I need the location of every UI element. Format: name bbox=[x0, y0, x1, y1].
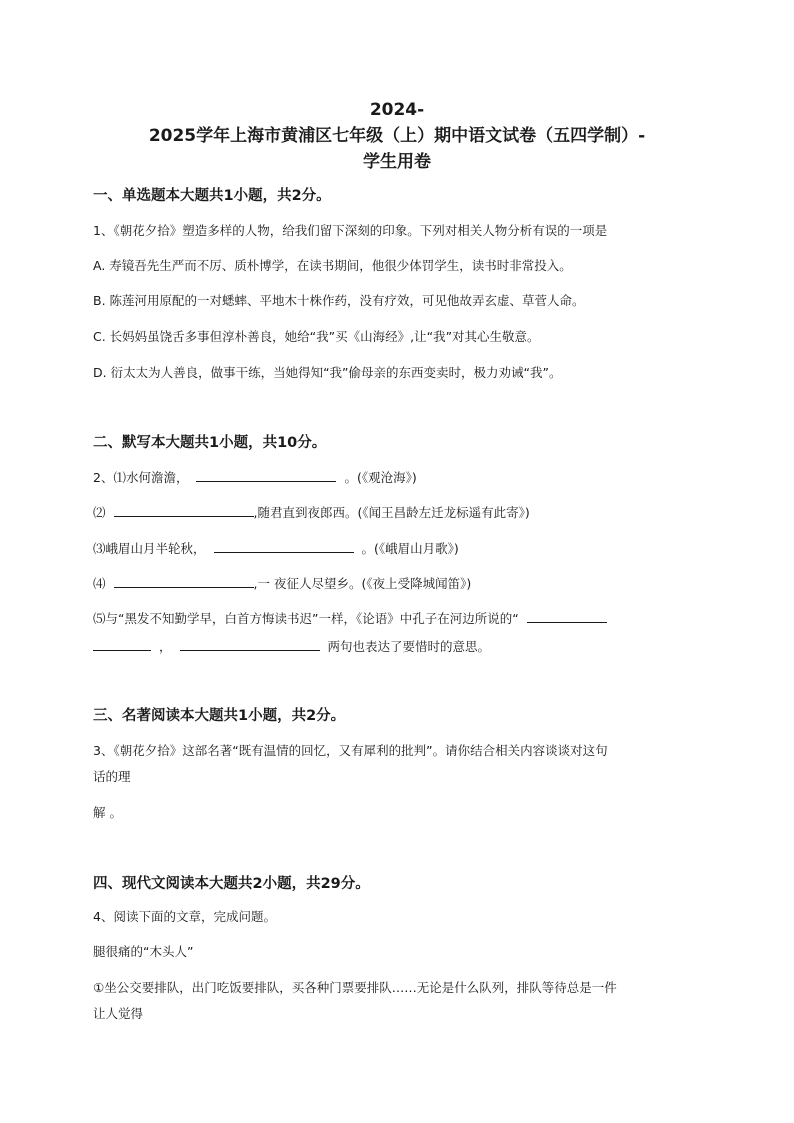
dictation-1-prefix: 2、⑴水何澹澹， bbox=[93, 470, 189, 485]
section-2-heading: 二、默写本大题共1小题，共10分。 bbox=[93, 435, 327, 451]
answer-blank[interactable] bbox=[196, 467, 336, 482]
dictation-6-comma: ， bbox=[159, 639, 172, 654]
answer-blank[interactable] bbox=[180, 636, 320, 651]
question-3-line-3: 解 。 bbox=[93, 805, 122, 820]
option-a: A. 寿镜吾先生严而不厉、质朴博学，在读书期间，他很少体罚学生，读书时非常投入。 bbox=[93, 258, 572, 273]
dictation-6-suffix: 两句也表达了要惜时的意思。 bbox=[327, 639, 491, 654]
question-3-line-2: 话的理 bbox=[93, 769, 131, 784]
question-3-line-1: 3、《朝花夕拾》这部名著“既有温情的回忆，又有犀利的批判”。请你结合相关内容谈谈对这句 bbox=[93, 743, 608, 758]
dictation-line-3 bbox=[93, 538, 459, 559]
dictation-5-text: ⑸与“黑发不知勤学早，白首方悔读书迟”一样，《论语》中孔子在河边所说的“ bbox=[93, 611, 519, 626]
title-line-1: 2024- bbox=[369, 100, 425, 120]
section-1-heading: 一、单选题本大题共1小题，共2分。 bbox=[93, 188, 331, 204]
dictation-line-4 bbox=[93, 573, 471, 594]
section-4-heading: 四、现代文阅读本大题共2小题，共29分。 bbox=[93, 876, 370, 892]
article-paragraph-1-line-1: ①坐公交要排队，出门吃饭要排队，买各种门票要排队……无论是什么队列，排队等待总是一件 bbox=[93, 980, 617, 995]
dictation-line-5 bbox=[93, 608, 607, 629]
answer-blank[interactable] bbox=[114, 573, 254, 588]
option-b: B. 陈莲河用原配的一对蟋蟀、平地木十株作药，没有疗效，可见他故弄玄虚、草菅人命。 bbox=[93, 293, 585, 308]
dictation-line-2 bbox=[93, 502, 530, 523]
answer-blank[interactable] bbox=[214, 538, 354, 553]
dictation-3-prefix: ⑶峨眉山月半轮秋， bbox=[93, 541, 206, 556]
dictation-2-prefix: ⑵ bbox=[93, 505, 106, 520]
dictation-4-prefix: ⑷ bbox=[93, 576, 106, 591]
dictation-1-suffix: 。(《观沧海》) bbox=[344, 470, 417, 485]
question-4-intro: 4、阅读下面的文章，完成问题。 bbox=[93, 909, 276, 924]
answer-blank[interactable] bbox=[527, 608, 607, 623]
article-title: 腿很痛的“木头人” bbox=[93, 944, 194, 959]
option-d: D. 衍太太为人善良，做事干练，当她得知“我”偷母亲的东西变卖时，极力劝诫“我”。 bbox=[93, 365, 562, 380]
article-paragraph-1-line-2: 让人觉得 bbox=[93, 1006, 144, 1021]
section-3-heading: 三、名著阅读本大题共1小题，共2分。 bbox=[93, 708, 346, 724]
title-line-3: 学生用卷 bbox=[363, 152, 431, 172]
option-c: C. 长妈妈虽饶舌多事但淳朴善良，她给“我”买《山海经》,让“我”对其心生敬意。 bbox=[93, 329, 540, 344]
dictation-2-suffix: ,随君直到夜郎西。(《闻王昌龄左迁龙标遥有此寄》) bbox=[253, 505, 530, 520]
answer-blank[interactable] bbox=[114, 502, 254, 517]
dictation-line-6 bbox=[93, 636, 490, 657]
question-1-stem: 1、《朝花夕拾》塑造多样的人物，给我们留下深刻的印象。下列对相关人物分析有误的一项是 bbox=[93, 223, 608, 238]
dictation-4-suffix: ,一 夜征人尽望乡。(《夜上受降城闻笛》) bbox=[253, 576, 472, 591]
answer-blank[interactable] bbox=[93, 636, 151, 651]
dictation-line-1 bbox=[93, 467, 417, 488]
title-line-2: 2025学年上海市黄浦区七年级（上）期中语文试卷（五四学制）- bbox=[148, 126, 646, 146]
dictation-3-suffix: 。(《峨眉山月歌》) bbox=[361, 541, 459, 556]
